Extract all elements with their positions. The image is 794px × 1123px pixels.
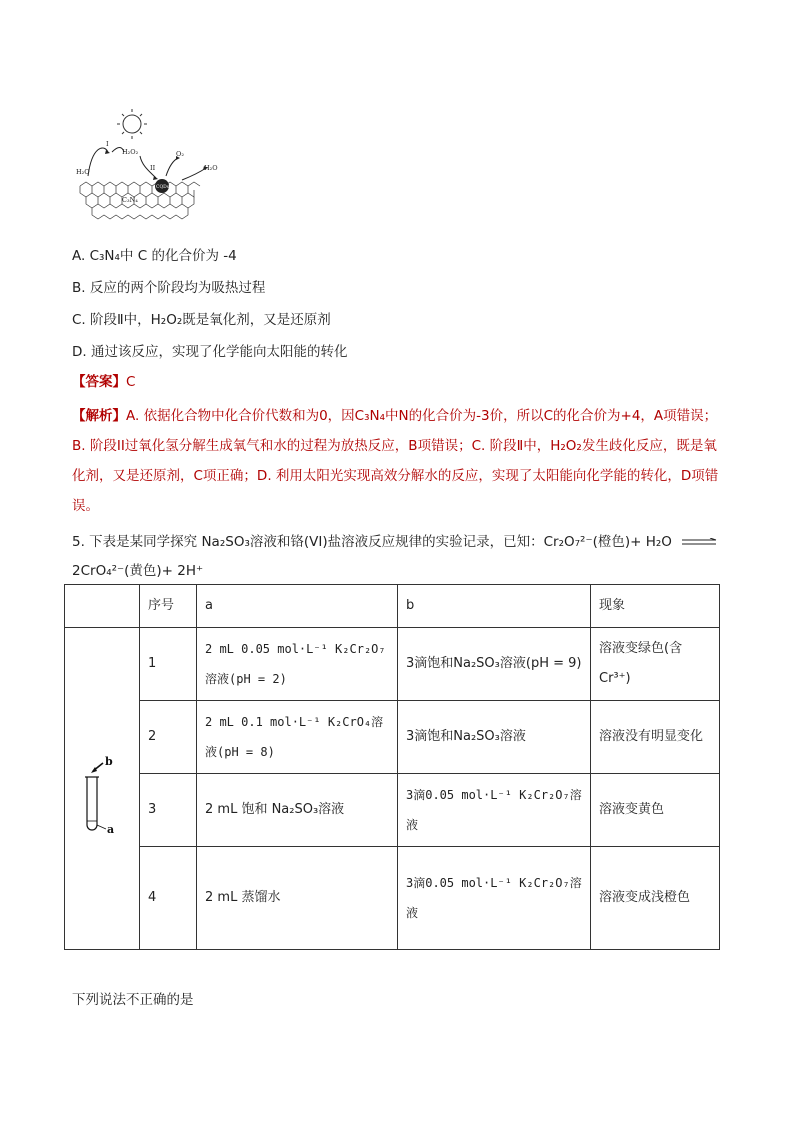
c3n4-lattice — [80, 182, 200, 219]
option-a: A. C₃N₄中 C 的化合价为 -4 — [72, 248, 237, 264]
sun-icon — [117, 109, 147, 139]
cell-b: 3滴0.05 mol·L⁻¹ K₂Cr₂O₇溶液 — [398, 774, 591, 847]
answer-line — [72, 372, 135, 392]
analysis-text: A. 依据化合物中化合价代数和为0，因C₃N₄中N的化合价为-3价，所以C的化合价为+4，A项错误；B. 阶段II过氧化氢分解生成氧气和水的过程为放热反应，B项错误；C. 阶段Ⅱ中，H₂O₂发生歧化反应，既是氧化剂，又是还原剂，C项正确；D. 利用太阳光实现高效分解水的反应，实现了太阳能向化学能的转化，D项错误。 — [72, 408, 719, 514]
table-image-header — [65, 585, 140, 628]
cell-b: 3滴饱和Na₂SO₃溶液(pH = 9) — [398, 628, 591, 701]
tube-label-a: a — [107, 822, 115, 836]
cell-a: 2 mL 蒸馏水 — [197, 847, 398, 950]
cell-a: 2 mL 0.05 mol·L⁻¹ K₂Cr₂O₇溶液(pH = 2) — [197, 628, 398, 701]
cell-b: 3滴0.05 mol·L⁻¹ K₂Cr₂O₇溶液 — [398, 847, 591, 950]
fig-label-c3n4: C₃N₄ — [122, 196, 138, 204]
header-a: a — [197, 585, 398, 628]
cell-b: 3滴饱和Na₂SO₃溶液 — [398, 701, 591, 774]
fig-label-h2o2: H₂O₂ — [122, 148, 139, 156]
cell-no: 1 — [140, 628, 197, 701]
fig-label-o2: O₂ — [176, 150, 184, 158]
option-b: B. 反应的两个阶段均为吸热过程 — [72, 280, 266, 296]
option-c: C. 阶段Ⅱ中，H₂O₂既是氧化剂，又是还原剂 — [72, 312, 331, 328]
cell-result: 溶液变成浅橙色 — [591, 847, 720, 950]
equilibrium-arrow-icon — [682, 534, 718, 550]
experiment-table — [64, 584, 720, 950]
reaction-diagram — [70, 106, 220, 224]
cell-result: 溶液变绿色(含Cr³⁺) — [591, 628, 720, 701]
closing-question: 下列说法不正确的是 — [72, 992, 194, 1008]
fig-label-h2o-out: H₂O — [204, 164, 218, 172]
cell-no: 2 — [140, 701, 197, 774]
fig-label-stage-2: II — [150, 164, 156, 172]
analysis-block — [72, 401, 724, 521]
cell-a: 2 mL 饱和 Na₂SO₃溶液 — [197, 774, 398, 847]
test-tube-cell — [65, 628, 140, 950]
cell-result: 溶液没有明显变化 — [591, 701, 720, 774]
tube-label-b: b — [105, 754, 113, 768]
answer-value: C — [126, 374, 136, 390]
fig-label-stage-1: I — [106, 140, 109, 148]
fig-label-h2o-in: H₂O — [76, 168, 90, 176]
header-result: 现象 — [591, 585, 720, 628]
question-5-line1 — [72, 530, 718, 550]
question-5-text: 5. 下表是某同学探究 Na₂SO₃溶液和铬(VI)盐溶液反应规律的实验记录，已知：Cr₂O₇²⁻(橙色)+ H₂O — [72, 534, 672, 550]
header-no: 序号 — [140, 585, 197, 628]
test-tube-icon — [73, 739, 131, 839]
option-d: D. 通过该反应，实现了化学能向太阳能的转化 — [72, 344, 348, 360]
header-b: b — [398, 585, 591, 628]
table-row — [65, 701, 720, 774]
cell-a: 2 mL 0.1 mol·L⁻¹ K₂CrO₄溶液(pH = 8) — [197, 701, 398, 774]
table-row — [65, 774, 720, 847]
cell-no: 4 — [140, 847, 197, 950]
table-row — [65, 628, 720, 701]
fig-label-cqds: CQDs — [156, 185, 170, 190]
analysis-label: 【解析】 — [72, 408, 126, 424]
cell-no: 3 — [140, 774, 197, 847]
cell-result: 溶液变黄色 — [591, 774, 720, 847]
table-header-row — [65, 585, 720, 628]
question-5-line2: 2CrO₄²⁻(黄色)+ 2H⁺ — [72, 563, 204, 579]
answer-label: 【答案】 — [72, 374, 126, 390]
table-row — [65, 847, 720, 950]
